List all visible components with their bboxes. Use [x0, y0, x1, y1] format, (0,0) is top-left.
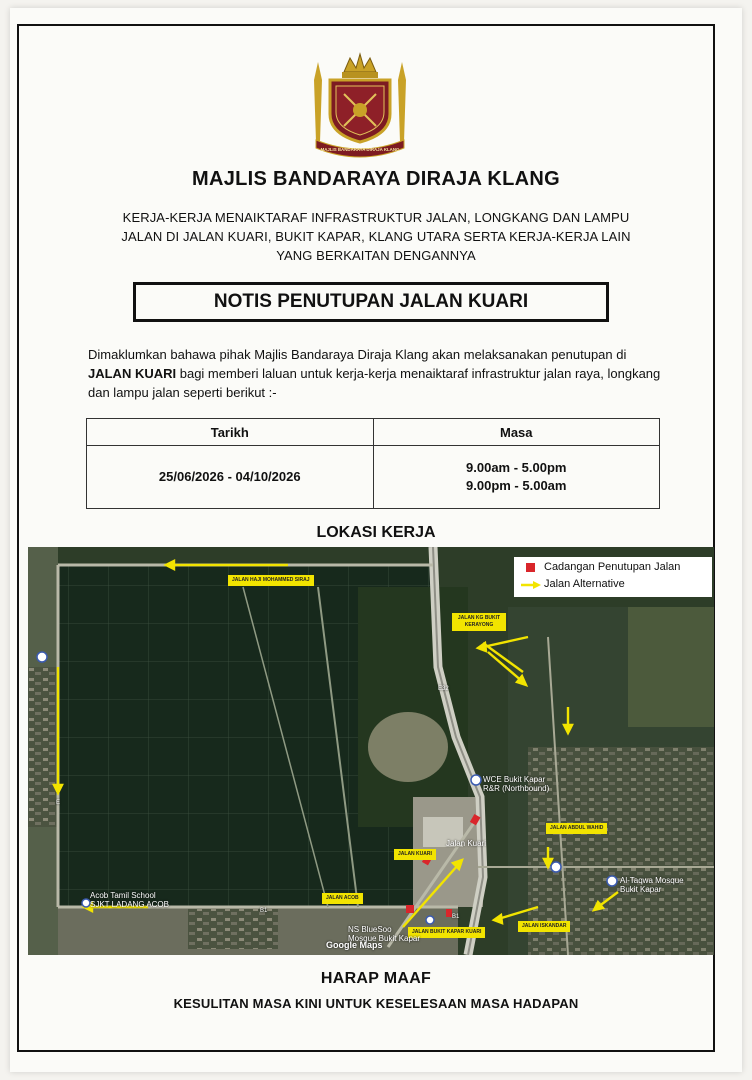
poi-line: Al-Taqwa Mosque — [620, 876, 684, 885]
subtitle-line: YANG BERKAITAN DENGANNYA — [276, 248, 476, 263]
route-shield-e32: E32 — [438, 686, 449, 692]
time-slot: 9.00am - 5.00pm — [466, 460, 567, 475]
apology-subheading: KESULITAN MASA KINI UNTUK KESELESAAN MASA HADAPAN — [173, 996, 579, 1011]
time-cell — [373, 446, 660, 509]
poi-jalan-kuari: Jalan Kuari — [446, 839, 487, 848]
poi-line: R&R (Northbound) — [483, 784, 550, 793]
poi-acob-tamil-school — [90, 891, 169, 909]
date-range-cell: 25/06/2026 - 04/10/2026 — [87, 446, 374, 509]
road-closure-icon — [526, 563, 535, 572]
route-shield-b1: B1 — [260, 908, 268, 914]
time-column-header: Masa — [373, 419, 660, 446]
google-maps-attribution: Google Maps — [326, 940, 383, 950]
apology-heading: HARAP MAAF — [320, 970, 432, 987]
table-row — [87, 446, 660, 509]
road-name-highlight: JALAN KUARI — [88, 366, 177, 381]
legend-alternative-label: Jalan Alternative — [544, 578, 625, 590]
location-map — [28, 547, 714, 955]
road-label-kuari: JALAN KUARI — [394, 849, 436, 860]
intro-text: bagi memberi laluan untuk kerja-kerja menaiktaraf infrastruktur jalan raya, longkang dan lampu jalan seperti berikut :- — [88, 366, 661, 400]
poi-line: NS BlueSoo — [348, 925, 392, 934]
road-label-acob: JALAN ACOB — [322, 893, 363, 904]
schedule-table — [86, 418, 660, 509]
poi-wce-rnr — [483, 775, 549, 793]
notice-title-box: NOTIS PENUTUPAN JALAN KUARI — [133, 282, 609, 322]
time-slot: 9.00pm - 5.00am — [466, 478, 567, 493]
organization-title: MAJLIS BANDARAYA DIRAJA KLANG — [192, 168, 560, 190]
subtitle-line: JALAN DI JALAN KUARI, BUKIT KAPAR, KLANG UTARA SERTA KERJA-KERJA LAIN — [121, 229, 631, 244]
works-description — [90, 208, 662, 265]
subtitle-line: KERJA-KERJA MENAIKTARAF INFRASTRUKTUR JALAN, LONGKANG DAN LAMPU — [122, 210, 630, 225]
alternative-route-arrow-icon — [520, 580, 542, 590]
poi-line: Acob Tamil School — [90, 891, 156, 900]
seal-ribbon-text: MAJLIS BANDARAYA DIRAJA KLANG — [320, 147, 400, 152]
intro-text: Dimaklumkan bahawa pihak Majlis Bandaraya Diraja Klang akan melaksanakan penutupan di — [88, 347, 627, 362]
council-seal-logo — [300, 50, 420, 162]
legend-closure-label: Cadangan Penutupan Jalan — [544, 561, 681, 573]
road-label-bukit-kapar-kuari: JALAN BUKIT KAPAR KUARI — [408, 927, 485, 938]
road-label-kg-bukit-kerayong: JALAN KG BUKIT KERAYONG — [452, 613, 506, 631]
poi-line: Bukit Kapar — [620, 885, 662, 894]
date-column-header: Tarikh — [87, 419, 374, 446]
poi-line: WCE Bukit Kapar — [483, 775, 546, 784]
route-shield-e: E — [56, 800, 61, 806]
location-title: LOKASI KERJA — [316, 524, 436, 541]
road-label-haji-mohammed: JALAN HAJI MOHAMMED SIRAJ — [228, 575, 314, 586]
road-label-iskandar: JALAN ISKANDAR — [518, 921, 570, 932]
table-header-row — [87, 419, 660, 446]
poi-al-taqwa-mosque — [620, 876, 684, 894]
intro-paragraph — [88, 345, 666, 402]
poi-line: Mosque Bukit Kapar — [348, 934, 421, 943]
route-shield-b1: B1 — [452, 914, 460, 920]
road-label-abdul-wahid: JALAN ABDUL WAHID — [546, 823, 607, 834]
poi-line: SJKT LADANG ACOB — [90, 900, 169, 909]
map-legend — [514, 557, 712, 597]
